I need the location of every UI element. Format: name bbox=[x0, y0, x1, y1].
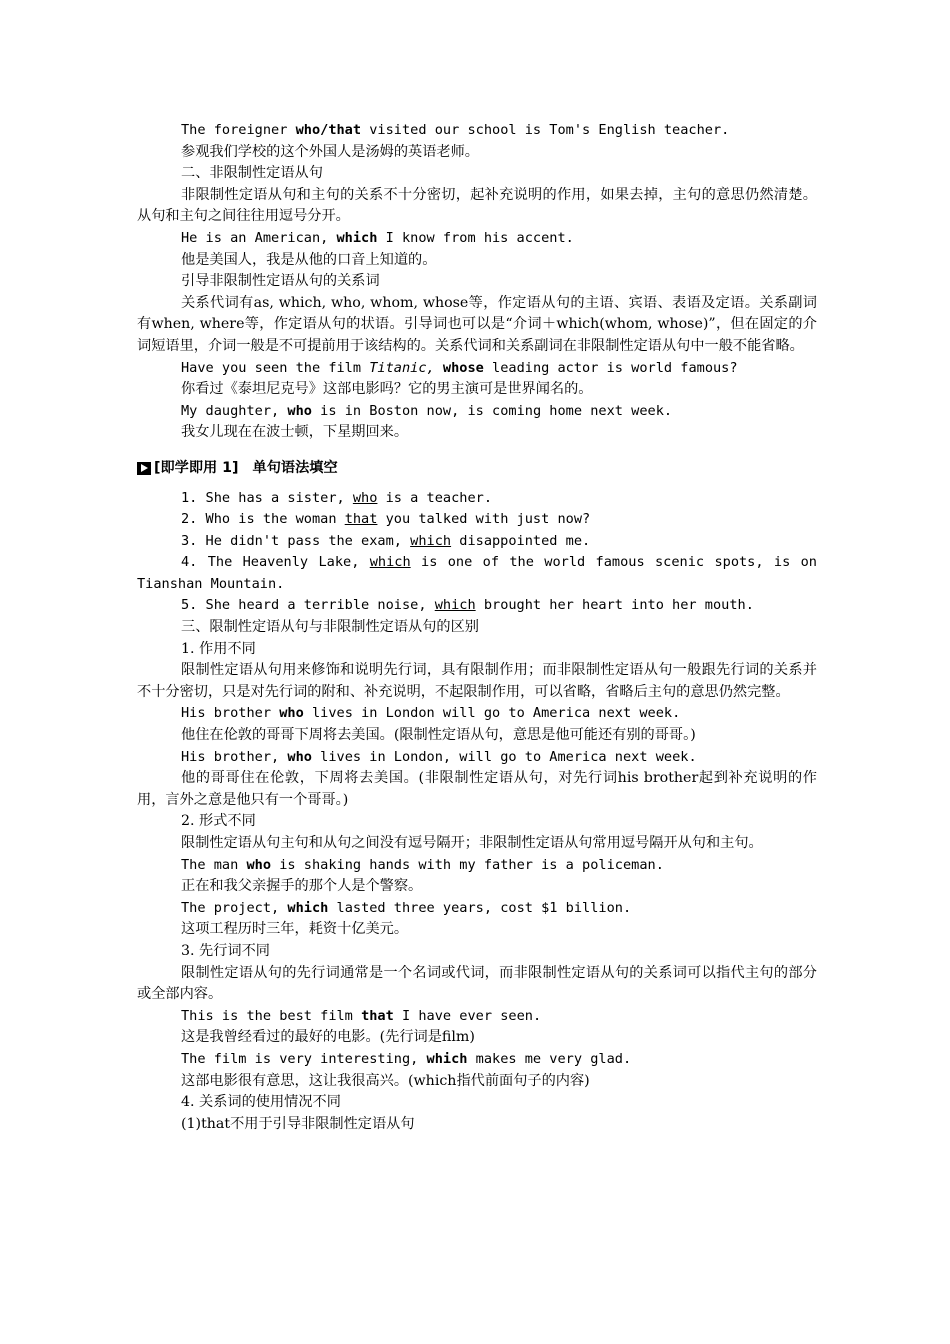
exercise-tag: [即学即用 1] bbox=[154, 459, 239, 476]
example-sentence: The foreigner who/that visited our school is Tom's English teacher. bbox=[181, 122, 730, 138]
answer-blank: which bbox=[369, 554, 411, 571]
example-sentence: The man who is shaking hands with my father is a policeman. bbox=[181, 856, 664, 873]
exercise-item: 1. She has a sister, who is a teacher. bbox=[181, 489, 493, 506]
relative-word: which bbox=[287, 899, 329, 916]
subheading: 3. 先行词不同 bbox=[181, 942, 270, 959]
example-sentence: My daughter, who is in Boston now, is coming home next week. bbox=[181, 402, 673, 419]
paragraph: 限制性定语从句主句和从句之间没有逗号隔开；非限制性定语从句常用逗号隔开从句和主句。 bbox=[181, 835, 763, 851]
paragraph: 限制性定语从句的先行词通常是一个名词或代词，而非限制性定语从句的关系词可以指代主句的部分或全部内容。 bbox=[137, 964, 817, 1003]
relative-word: which bbox=[426, 1050, 468, 1067]
relative-word: whose bbox=[442, 359, 484, 376]
example-sentence: Have you seen the film Titanic, whose leading actor is world famous? bbox=[181, 359, 738, 376]
answer-blank: which bbox=[434, 597, 476, 614]
example-translation: 这是我曾经看过的最好的电影。(先行词是film) bbox=[181, 1029, 475, 1046]
exercise-title: 单句语法填空 bbox=[252, 459, 338, 476]
example-translation: 他的哥哥住在伦敦，下周将去美国。(非限制性定语从句，对先行词his brother起到补充说明的作用，言外之意是他只有一个哥哥。) bbox=[137, 770, 817, 808]
example-translation: 参观我们学校的这个外国人是汤姆的英语老师。 bbox=[181, 143, 479, 160]
paragraph: 限制性定语从句用来修饰和说明先行词，具有限制作用；而非限制性定语从句一般跟先行词的关系并不十分密切，只是对先行词的附和、补充说明，不起限制作用，可以省略，省略后主句的意思仍然完整。 bbox=[137, 662, 817, 700]
subheading: 2. 形式不同 bbox=[181, 813, 256, 830]
play-icon bbox=[137, 462, 151, 475]
example-translation: 他住在伦敦的哥哥下周将去美国。(限制性定语从句，意思是他可能还有别的哥哥。) bbox=[181, 727, 696, 744]
example-sentence: The project, which lasted three years, cost $1 billion. bbox=[181, 899, 632, 916]
subheading: 4. 关系词的使用情况不同 bbox=[181, 1094, 341, 1111]
film-title: Titanic, bbox=[369, 359, 435, 376]
exercise-header bbox=[137, 458, 817, 480]
exercise-list bbox=[137, 488, 817, 618]
relative-word: who bbox=[287, 748, 312, 765]
subheading: 引导非限制性定语从句的关系词 bbox=[181, 273, 380, 290]
example-sentence: He is an American, which I know from his accent. bbox=[181, 229, 574, 246]
example-translation: 这部电影很有意思，这让我很高兴。(which指代前面句子的内容) bbox=[181, 1072, 590, 1089]
subheading: 1. 作用不同 bbox=[181, 640, 256, 657]
example-translation: 你看过《泰坦尼克号》这部电影吗？它的男主演可是世界闻名的。 bbox=[181, 381, 593, 398]
relative-word: who bbox=[246, 856, 272, 873]
section-heading: 三、限制性定语从句与非限制性定语从句的区别 bbox=[181, 619, 479, 636]
relative-word: who/that bbox=[295, 122, 362, 138]
section-heading: 二、非限制性定语从句 bbox=[181, 165, 323, 182]
answer-blank: that bbox=[344, 511, 378, 528]
example-sentence: The film is very interesting, which makes me very glad. bbox=[181, 1050, 632, 1067]
exercise-item: 4. The Heavenly Lake, which is one of the world famous scenic spots, is on Tianshan Mountain. bbox=[137, 554, 817, 592]
example-sentence: His brother who lives in London will go to America next week. bbox=[181, 705, 681, 722]
subheading: (1)that不用于引导非限制性定语从句 bbox=[181, 1115, 415, 1132]
exercise-item: 3. He didn't pass the exam, which disappointed me. bbox=[181, 532, 591, 549]
relative-word: who bbox=[279, 705, 304, 722]
paragraph: 非限制性定语从句和主句的关系不十分密切，起补充说明的作用，如果去掉，主句的意思仍然清楚。从句和主句之间往往用逗号分开。 bbox=[137, 186, 817, 225]
example-sentence: This is the best film that I have ever seen. bbox=[181, 1007, 542, 1024]
answer-blank: which bbox=[410, 532, 452, 549]
answer-blank: who bbox=[352, 489, 378, 506]
example-translation: 他是美国人，我是从他的口音上知道的。 bbox=[181, 251, 437, 268]
exercise-item: 5. She heard a terrible noise, which brought her heart into her mouth. bbox=[181, 597, 754, 614]
paragraph: 关系代词有as, which, who, whom, whose等，作定语从句的主语、宾语、表语及定语。关系副词有when, where等，作定语从句的状语。引导词也可以是“介词＋which(whom, whose)”，但在固定的介词短语里，介词一般是不可提前用于该结构的。关系代词和关系副词在非限制性定语从句中一般不能省略。 bbox=[137, 294, 817, 354]
relative-word: which bbox=[336, 229, 378, 246]
exercise-item: 2. Who is the woman that you talked with just now? bbox=[181, 511, 591, 528]
example-translation: 我女儿现在在波士顿，下星期回来。 bbox=[181, 424, 409, 441]
relative-word: that bbox=[361, 1007, 394, 1024]
example-translation: 正在和我父亲握手的那个人是个警察。 bbox=[181, 878, 423, 895]
example-sentence: His brother, who lives in London, will go to America next week. bbox=[181, 748, 697, 765]
document-page bbox=[137, 120, 817, 1135]
relative-word: who bbox=[287, 402, 312, 419]
example-translation: 这项工程历时三年，耗资十亿美元。 bbox=[181, 921, 409, 938]
